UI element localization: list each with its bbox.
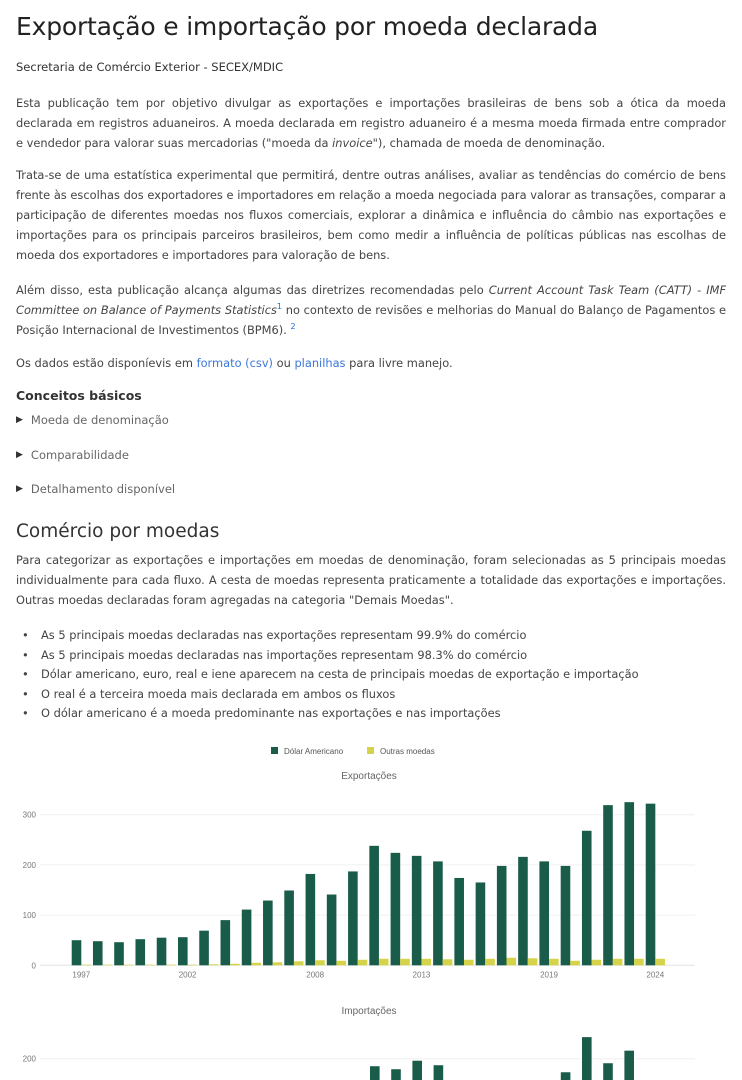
bar-dollar-2024[interactable] [646,804,656,966]
bar-dollar-2021[interactable] [582,831,592,966]
y-tick-label: 0 [31,961,36,971]
bar-dollar-2016[interactable] [476,882,486,965]
bar-dollar-1998[interactable] [93,941,103,965]
imports-gridlines [23,1055,695,1064]
bar-dollar-import-2012[interactable] [391,1069,401,1080]
bar-dollar-1999[interactable] [114,942,124,965]
bar-dollar-2001[interactable] [157,938,167,966]
expand-triangle-icon: ▶ [16,415,23,425]
bar-dollar-import-2020[interactable] [561,1072,571,1080]
trade-section-heading: Comércio por moedas [16,521,220,542]
y-tick-label: 300 [22,810,36,820]
intro-paragraph-2: Trata-se de uma estatística experimental que permitirá, dentre outras análises, avaliar as tendências do comércio de bens frente às escolhas dos exportadores e importadores em relação a moeda negociada para valorar as transações, comparar a participação de diferentes moedas nos fluxos comerciais, explorar a dinâmica e influência do câmbio nas exportações e importações para os principais parceiros brasileiros, bem como medir a influência de políticas públicas nas escolhas de moeda dos exportadores e importadores para valoração de bens. [16,168,726,262]
bar-others-2023[interactable] [634,959,644,966]
intro-p1-text: Esta publicação tem por objetivo divulgar as exportações e importações brasileiras de bens sob a ótica da moeda declarada em registros aduaneiros. A moeda declarada em registro aduaneiro é a mesma moeda firmada entre comprador e vendedor para valorar suas mercadorias ("moeda da [16,96,726,150]
bar-others-2013[interactable] [421,959,431,966]
bar-dollar-2019[interactable] [539,861,549,965]
bar-dollar-2018[interactable] [518,857,528,965]
list-item: • O dólar americano é a moeda predominante nas exportações e nas importações [16,704,639,724]
y-tick-label: 200 [22,1054,36,1064]
x-tick-label: 2013 [412,970,431,980]
bar-others-2018[interactable] [528,958,538,965]
details-label: Detalhamento disponível [30,482,176,496]
bar-others-2014[interactable] [443,959,453,965]
bar-others-2005[interactable] [251,963,261,966]
bar-others-2015[interactable] [464,960,474,966]
concepts-heading: Conceitos básicos [16,388,142,403]
bar-dollar-2000[interactable] [135,939,145,965]
exports-chart-title: Exportações [341,771,397,782]
list-item: • O real é a terceira moeda mais declarada em ambos os fluxos [16,685,639,705]
legend-swatch-others [367,747,374,754]
x-tick-label: 1997 [72,970,91,980]
intro-p3-italic: Current Account Task Team (CATT) - IMF Committee on Balance of Payments Statistics [16,283,726,317]
bar-dollar-2015[interactable] [454,878,464,965]
bar-dollar-2006[interactable] [263,901,273,966]
bar-dollar-1997[interactable] [72,940,82,965]
bar-dollar-2005[interactable] [242,910,252,966]
bar-others-2022[interactable] [613,959,623,966]
trade-section-paragraph: Para categorizar as exportações e importações em moedas de denominação, foram selecionadas as 5 principais moedas individualmente para cada fluxo. A cesta de moedas representa praticamente a totalidade das exportações e importações. Outras moedas declaradas foram agregadas na categoria "Demais Moedas". [16,553,726,607]
bar-dollar-2010[interactable] [348,871,358,965]
bar-others-2016[interactable] [485,959,495,966]
bar-dollar-2012[interactable] [391,853,401,965]
bar-dollar-import-2014[interactable] [434,1065,444,1080]
bar-others-2010[interactable] [358,960,368,966]
bar-dollar-2004[interactable] [221,920,231,965]
intro-p3-text-end: no contexto de revisões e melhorias do Manual do Balanço de Pagamentos e Posição Internacional de Investimentos (BPM6). [16,303,727,337]
chart-legend [271,747,435,756]
bar-dollar-2017[interactable] [497,866,507,965]
bar-others-2000[interactable] [145,965,155,966]
x-tick-label: 2019 [540,970,558,980]
bar-others-2021[interactable] [592,960,602,966]
expand-triangle-icon: ▶ [16,484,23,494]
bar-dollar-import-2022[interactable] [603,1063,613,1080]
bar-others-2011[interactable] [379,959,389,966]
expand-triangle-icon: ▶ [16,450,23,460]
intro-p1-italic: invoice [332,136,373,150]
bar-dollar-2013[interactable] [412,856,422,965]
data-text-middle: ou [273,356,295,370]
bar-dollar-2022[interactable] [603,805,613,965]
y-tick-label: 100 [22,911,36,921]
bar-dollar-2003[interactable] [199,931,209,966]
details-label: Moeda de denominação [30,413,169,427]
x-tick-label: 2002 [178,970,197,980]
y-tick-label: 200 [22,860,36,870]
bar-others-2001[interactable] [166,965,176,966]
data-text-after: para livre manejo. [345,356,453,370]
bar-others-2006[interactable] [273,962,283,965]
bar-others-1998[interactable] [103,965,113,966]
imports-chart-title: Importações [341,1006,397,1017]
page-title: Exportação e importação por moeda declarada [16,12,598,41]
csv-format-link[interactable]: formato (csv) [196,356,273,370]
legend-label-others: Outras moedas [380,747,435,756]
bar-others-2002[interactable] [188,965,198,966]
exports-bars [72,802,665,965]
details-label: Comparabilidade [30,448,129,462]
bar-dollar-2009[interactable] [327,895,337,966]
bar-others-1999[interactable] [124,965,134,966]
bar-dollar-import-2013[interactable] [412,1061,422,1080]
footnote-1-link[interactable]: 1 [276,302,282,312]
list-item: • As 5 principais moedas declaradas nas importações representam 98.3% do comércio [16,646,639,666]
bar-dollar-import-2011[interactable] [370,1066,380,1080]
bar-others-2004[interactable] [230,964,240,966]
spreadsheets-link[interactable]: planilhas [294,356,346,370]
bar-others-2008[interactable] [315,960,325,965]
intro-p3-text: Além disso, esta publicação alcança algumas das diretrizes recomendadas pelo [16,283,489,297]
data-text-before: Os dados estão disponíevis em [16,356,197,370]
bar-dollar-import-2023[interactable] [624,1051,634,1080]
bar-others-2009[interactable] [336,961,346,966]
bar-others-2012[interactable] [400,959,410,966]
bar-dollar-2011[interactable] [369,846,379,965]
bar-others-2003[interactable] [209,964,219,965]
bar-dollar-import-2021[interactable] [582,1037,592,1080]
legend-swatch-dollar [271,747,278,754]
intro-p1-text-end: "), chamada de moeda de denominação. [372,136,606,150]
bar-dollar-2007[interactable] [284,891,294,966]
bar-others-2017[interactable] [507,958,517,966]
bar-others-1997[interactable] [81,965,91,966]
bar-dollar-2014[interactable] [433,861,443,965]
x-tick-label: 2008 [306,970,325,980]
bar-dollar-2020[interactable] [561,866,571,965]
x-tick-label: 2024 [646,970,665,980]
bar-others-2007[interactable] [294,961,304,965]
bar-others-2024[interactable] [655,959,665,966]
list-item: • As 5 principais moedas declaradas nas exportações representam 99.9% do comércio [16,626,639,646]
footnote-2-link[interactable]: 2 [290,322,296,332]
bar-dollar-2023[interactable] [624,802,634,965]
legend-label-dollar: Dólar Americano [284,747,344,756]
bar-dollar-2002[interactable] [178,937,188,965]
bar-others-2019[interactable] [549,959,559,966]
bar-dollar-2008[interactable] [306,874,316,965]
bar-others-2020[interactable] [570,961,580,966]
list-item: • Dólar americano, euro, real e iene aparecem na cesta de principais moedas de exportação e importação [16,665,639,685]
page-subtitle: Secretaria de Comércio Exterior - SECEX/MDIC [16,60,284,74]
